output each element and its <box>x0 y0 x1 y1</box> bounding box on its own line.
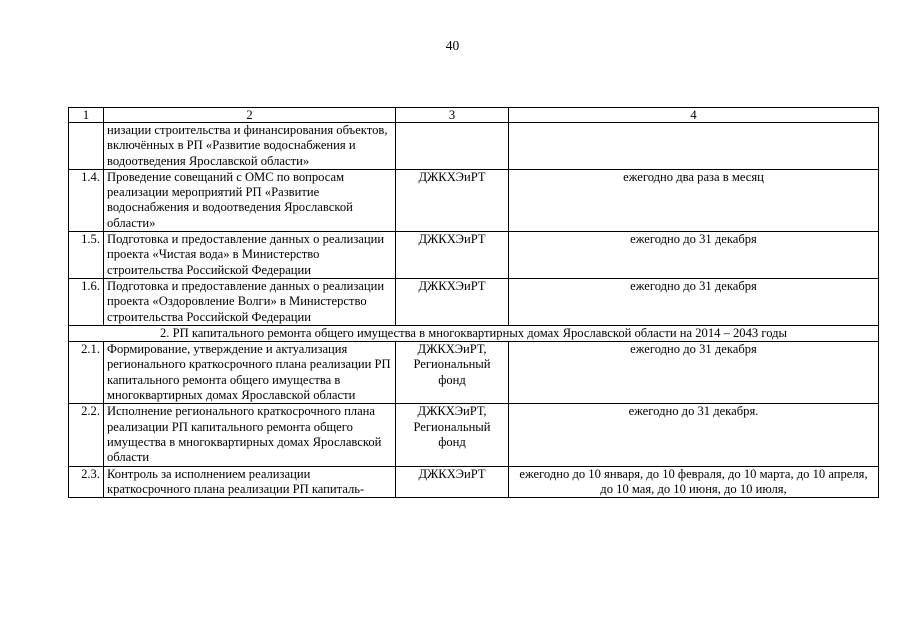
measures-table <box>68 107 879 498</box>
row-deadline: ежегодно до 31 декабря. <box>509 404 879 466</box>
row-executor: ДЖКХЭиРТ <box>396 466 509 498</box>
section-row <box>69 325 879 341</box>
table-row <box>69 278 879 325</box>
header-cell-2: 2 <box>104 108 396 123</box>
row-executor: ДЖКХЭиРТ <box>396 278 509 325</box>
row-deadline: ежегодно до 31 декабря <box>509 342 879 404</box>
row-number: 2.2. <box>69 404 104 466</box>
row-deadline: ежегодно до 10 января, до 10 февраля, до 10 марта, до 10 апреля, до 10 мая, до 10 июня, до 10 июля, <box>509 466 879 498</box>
table-row <box>69 232 879 279</box>
row-number <box>69 123 104 170</box>
table-row <box>69 123 879 170</box>
row-number: 1.5. <box>69 232 104 279</box>
row-deadline: ежегодно до 31 декабря <box>509 278 879 325</box>
row-text: Формирование, утверждение и актуализация регионального краткосрочного плана реализации РП капитального ремонта общего имущества в многоквартирных домах Ярославской области <box>104 342 396 404</box>
row-text: Подготовка и предоставление данных о реализации проекта «Чистая вода» в Министерство строительства Российской Федерации <box>104 232 396 279</box>
row-text: Исполнение регионального краткосрочного плана реализации РП капитального ремонта общего имущества в многоквартирных домах Ярославской области <box>104 404 396 466</box>
header-cell-4: 4 <box>509 108 879 123</box>
table-header-row <box>69 108 879 123</box>
row-deadline: ежегодно до 31 декабря <box>509 232 879 279</box>
row-number: 1.4. <box>69 169 104 231</box>
row-text: Проведение совещаний с ОМС по вопросам реализации мероприятий РП «Развитие водоснабжения и водоотведения Ярославской области» <box>104 169 396 231</box>
table-row <box>69 404 879 466</box>
header-cell-3: 3 <box>396 108 509 123</box>
table-row <box>69 342 879 404</box>
row-number: 2.3. <box>69 466 104 498</box>
row-number: 2.1. <box>69 342 104 404</box>
row-executor: ДЖКХЭиРТ, Региональный фонд <box>396 404 509 466</box>
row-deadline: ежегодно два раза в месяц <box>509 169 879 231</box>
row-executor: ДЖКХЭиРТ <box>396 169 509 231</box>
table-row <box>69 169 879 231</box>
page-number: 40 <box>445 38 460 53</box>
row-text: низации строительства и финансирования объектов, включённых в РП «Развитие водоснабжения и водоотведения Ярославской области» <box>104 123 396 170</box>
row-text: Контроль за исполнением реализации краткосрочного плана реализации РП капиталь- <box>104 466 396 498</box>
section-heading: 2. РП капитального ремонта общего имущества в многоквартирных домах Ярославской области на 2014 – 2043 годы <box>69 325 879 341</box>
row-number: 1.6. <box>69 278 104 325</box>
header-cell-1: 1 <box>69 108 104 123</box>
row-executor: ДЖКХЭиРТ, Региональный фонд <box>396 342 509 404</box>
row-executor: ДЖКХЭиРТ <box>396 232 509 279</box>
row-executor <box>396 123 509 170</box>
table-row <box>69 466 879 498</box>
row-text: Подготовка и предоставление данных о реализации проекта «Оздоровление Волги» в Министерство строительства Российской Федерации <box>104 278 396 325</box>
row-deadline <box>509 123 879 170</box>
